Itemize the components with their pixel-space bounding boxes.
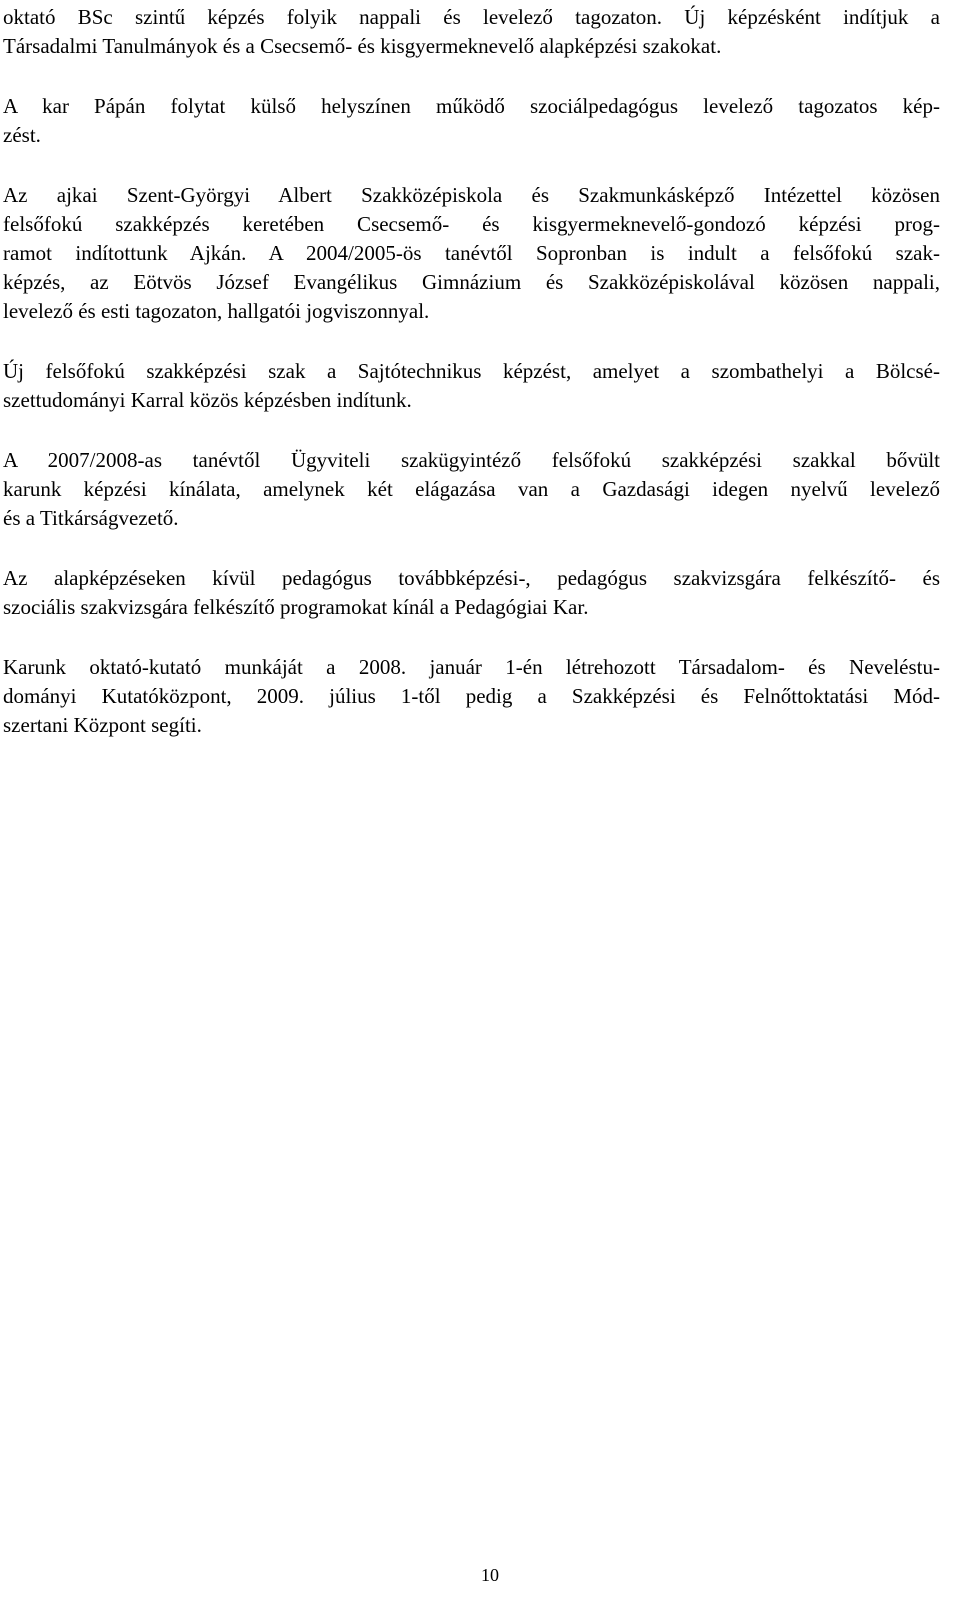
document-body — [3, 3, 940, 771]
text-line: szertani Központ segíti. — [3, 713, 202, 737]
text-line: Új felsőfokú szakképzési szak a Sajtótechnikus képzést, amelyet a szombathelyi a Bölcsé- — [3, 359, 940, 383]
text-line: Karunk oktató-kutató munkáját a 2008. január 1-én létrehozott Társadalom- és Neveléstu- — [3, 655, 940, 679]
paragraph-6 — [3, 564, 940, 622]
paragraph-1 — [3, 3, 940, 61]
text-line: oktató BSc szintű képzés folyik nappali és levelező tagozaton. Új képzésként indítjuk a — [3, 5, 940, 29]
text-line: és a Titkárságvezető. — [3, 506, 179, 530]
text-line: Az alapképzéseken kívül pedagógus továbbképzési-, pedagógus szakvizsgára felkészítő- és — [3, 566, 940, 590]
page-number: 10 — [481, 1565, 499, 1585]
text-line: karunk képzési kínálata, amelynek két elágazása van a Gazdasági idegen nyelvű levelező — [3, 477, 940, 501]
text-line: szociális szakvizsgára felkészítő programokat kínál a Pedagógiai Kar. — [3, 595, 589, 619]
paragraph-2 — [3, 92, 940, 150]
text-line: A 2007/2008-as tanévtől Ügyviteli szakügyintéző felsőfokú szakképzési szakkal bővült — [3, 448, 940, 472]
paragraph-3 — [3, 181, 940, 326]
text-line: képzés, az Eötvös József Evangélikus Gimnázium és Szakközépiskolával közösen nappali, — [3, 270, 940, 294]
paragraph-5 — [3, 446, 940, 533]
text-line: Az ajkai Szent-Györgyi Albert Szakközépiskola és Szakmunkásképző Intézettel közösen — [3, 183, 940, 207]
text-line: dományi Kutatóközpont, 2009. július 1-től pedig a Szakképzési és Felnőttoktatási Mód- — [3, 684, 940, 708]
text-line: ramot indítottunk Ajkán. A 2004/2005-ös tanévtől Sopronban is indult a felsőfokú szak- — [3, 241, 940, 265]
text-line: A kar Pápán folytat külső helyszínen működő szociálpedagógus levelező tagozatos kép- — [3, 94, 940, 118]
text-line: levelező és esti tagozaton, hallgatói jogviszonnyal. — [3, 299, 430, 323]
paragraph-4 — [3, 357, 940, 415]
text-line: felsőfokú szakképzés keretében Csecsemő- és kisgyermeknevelő-gondozó képzési prog- — [3, 212, 940, 236]
paragraph-7 — [3, 653, 940, 740]
text-line: szettudományi Karral közös képzésben indítunk. — [3, 388, 412, 412]
text-line: zést. — [3, 123, 41, 147]
text-line: Társadalmi Tanulmányok és a Csecsemő- és kisgyermeknevelő alapképzési szakokat. — [3, 34, 722, 58]
